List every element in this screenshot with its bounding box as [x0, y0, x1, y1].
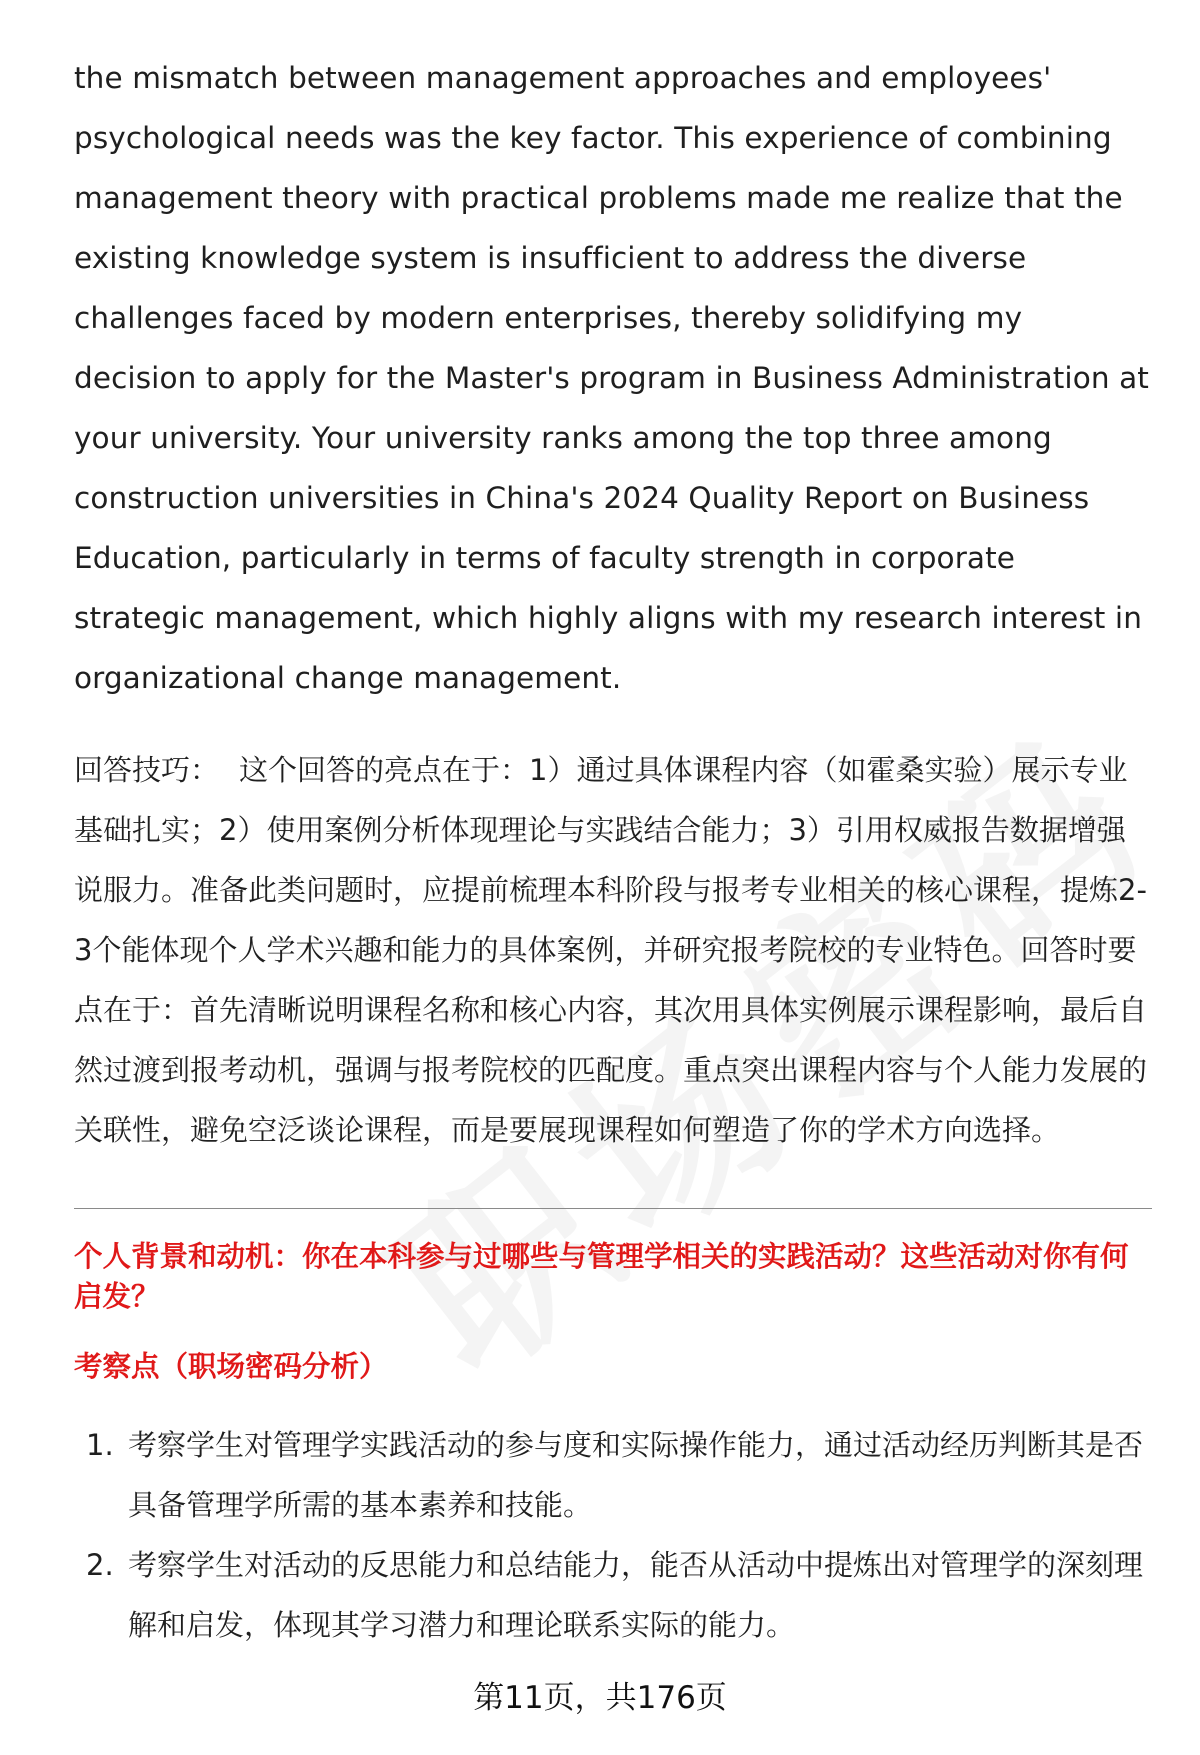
- page-number-footer: 第11页，共176页: [473, 1680, 727, 1716]
- list-item: [74, 1415, 1152, 1535]
- answer-paragraph: the mismatch between management approaches and employees' psychological needs was the key factor. This experience of combining management theory with practical problems made me realize that the existing knowledge system is insufficient to address the diverse challenges faced by modern enterprises, thereby solidifying my decision to apply for the Master's program in Business Administration at your university. Your university ranks among the top three among construction universities in China's 2024 Quality Report on Business Education, particularly in terms of faculty strength in corporate strategic management, which highly aligns with my research interest in organizational change management.: [74, 61, 1149, 695]
- list-item-text: 考察学生对活动的反思能力和总结能力，能否从活动中提炼出对管理学的深刻理解和启发，体现其学习潜力和理论联系实际的能力。: [128, 1548, 1144, 1642]
- document-page: [74, 48, 1152, 1655]
- section-divider: [74, 1208, 1152, 1209]
- tip-paragraph: [74, 740, 1152, 1160]
- points-list: [74, 1415, 1152, 1655]
- list-item-number: 2.: [86, 1548, 114, 1582]
- tip-label: 回答技巧：: [74, 753, 220, 787]
- subheading: 考察点（职场密码分析）: [74, 1350, 388, 1383]
- tip-text: 这个回答的亮点在于：1）通过具体课程内容（如霍桑实验）展示专业基础扎实；2）使用案例分析体现理论与实践结合能力；3）引用权威报告数据增强说服力。准备此类问题时，应提前梳理本科阶段与报考专业相关的核心课程，提炼2-3个能体现个人学术兴趣和能力的具体案例，并研究报考院校的专业特色。回答时要点在于：首先清晰说明课程名称和核心内容，其次用具体实例展示课程影响，最后自然过渡到报考动机，强调与报考院校的匹配度。重点突出课程内容与个人能力发展的关联性，避免空泛谈论课程，而是要展现课程如何塑造了你的学术方向选择。: [74, 753, 1148, 1147]
- list-item: [74, 1535, 1152, 1655]
- question-heading: 个人背景和动机：你在本科参与过哪些与管理学相关的实践活动？这些活动对你有何启发？: [74, 1240, 1129, 1313]
- list-item-text: 考察学生对管理学实践活动的参与度和实际操作能力，通过活动经历判断其是否具备管理学所需的基本素养和技能。: [128, 1428, 1144, 1522]
- list-item-number: 1.: [86, 1428, 114, 1462]
